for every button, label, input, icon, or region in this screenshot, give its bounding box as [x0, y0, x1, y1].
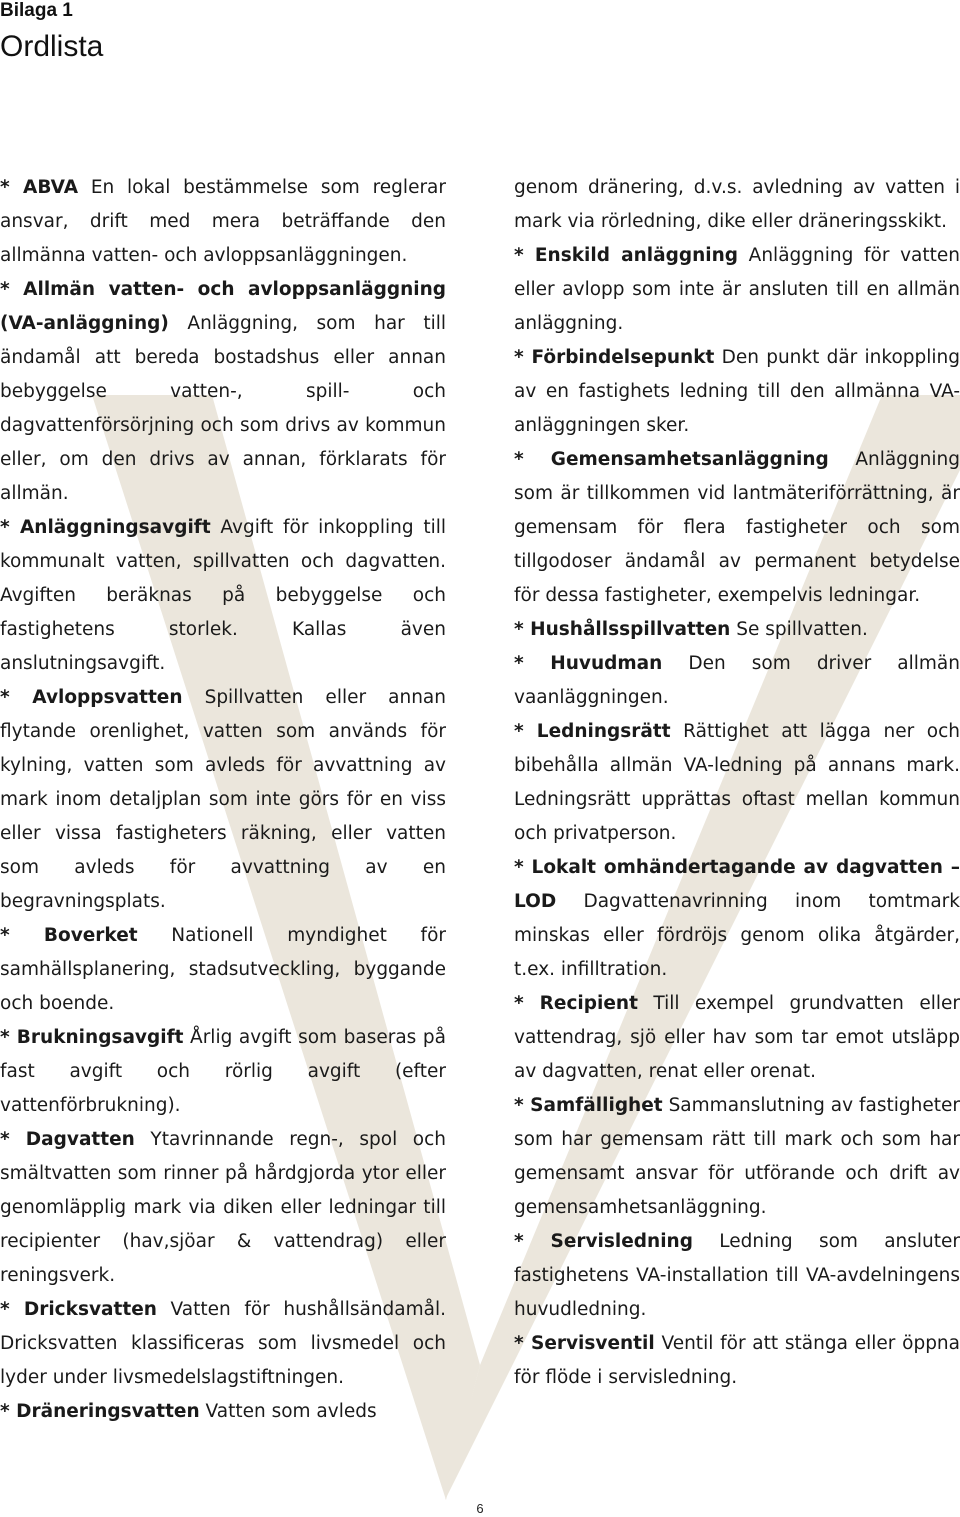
glossary-entry-continuation: [514, 171, 960, 239]
entry-term: * Gemensamhetsanläggning: [514, 449, 829, 470]
glossary-entry: [0, 919, 446, 1021]
glossary-entry: [0, 681, 446, 919]
entry-term: * Servisledning: [514, 1231, 693, 1252]
glossary-entry: [0, 1123, 446, 1293]
entry-definition: Ventil för att stänga eller öppna för flöde i servisledning.: [514, 1333, 960, 1388]
glossary-entry: [514, 443, 960, 613]
entry-term: * Dricksvatten: [0, 1299, 157, 1320]
entry-definition: Nationell myndighet för samhällsplanering, stadsutveckling, byggande och boende.: [0, 925, 446, 1014]
entry-term: * Lokalt omhändertagande av dagvatten – LOD: [514, 857, 960, 912]
entry-term: * Huvudman: [514, 653, 663, 674]
entry-term: * Boverket: [0, 925, 138, 946]
glossary-entry: [0, 273, 446, 511]
glossary-entry: [514, 1225, 960, 1327]
entry-term: * Hushållsspillvatten: [514, 619, 731, 640]
entry-term: * Förbindelsepunkt: [514, 347, 715, 368]
entry-term: * ABVA: [0, 177, 79, 198]
glossary-entry: [514, 647, 960, 715]
entry-term: * Recipient: [514, 993, 638, 1014]
entry-definition: Spillvatten eller annan flytande orenlighet, vatten som används för kylning, vatten som avleds för avvattning av mark inom detaljplan som inte görs för en viss eller vissa fastigheters räkning, eller vatten som avleds för avvattning av en begravningsplats.: [0, 687, 446, 912]
left-column: [0, 171, 446, 1429]
entry-term: * Allmän vatten- och avloppsanläggning (VA-anläggning): [0, 279, 446, 334]
page-number: 6: [476, 1501, 484, 1516]
entry-term: * Dräneringsvatten: [0, 1401, 200, 1422]
entry-term: * Samfällighet: [514, 1095, 663, 1116]
glossary-entry: [0, 1021, 446, 1123]
entry-definition: Den punkt där inkoppling av en fastighets ledning till den allmänna VA-anläggningen sker.: [514, 347, 960, 436]
glossary-entry: [514, 239, 960, 341]
entry-definition: Anläggning för vatten eller avlopp som inte är ansluten till en allmän anläggning.: [514, 245, 960, 334]
entry-definition: Ledning som ansluter fastighetens VA-installation till VA-avdelningens huvudledning.: [514, 1231, 960, 1320]
entry-definition: Till exempel grundvatten eller vattendrag, sjö eller hav som tar emot utsläpp av dagvatten, renat eller orenat.: [514, 993, 960, 1082]
entry-definition: Avgift för inkoppling till kommunalt vatten, spillvatten och dagvatten. Avgiften beräknas på bebyggelse och fastighetens storlek. Kallas även anslutningsavgift.: [0, 517, 447, 674]
glossary-entry: [514, 1327, 960, 1395]
entry-definition: genom dränering, d.v.s. avledning av vatten i mark via rörledning, dike eller dräneringsskikt.: [514, 177, 960, 232]
glossary-entry: [514, 987, 960, 1089]
glossary-entry: [514, 715, 960, 851]
entry-term: * Dagvatten: [0, 1129, 135, 1150]
glossary-entry: [0, 1293, 446, 1395]
entry-definition: Rättighet att lägga ner och bibehålla allmän VA-ledning på annans mark. Ledningsrätt upprättas oftast mellan kommun och privatperson.: [514, 721, 960, 844]
entry-definition: Dagvattenavrinning inom tomtmark minskas eller fördröjs genom olika åtgärder, t.ex. infilltration.: [514, 891, 960, 980]
entry-definition: Den som driver allmän vaanläggningen.: [514, 653, 960, 708]
glossary-entry: [514, 851, 960, 987]
entry-definition: Sammanslutning av fastigheter som har gemensam rätt till mark och som har gemensamt ansvar för utförande och drift av gemensamhetsanläggning.: [514, 1095, 960, 1218]
entry-definition: Anläggning, som har till ändamål att bereda bostadshus eller annan bebyggelse vatten-, spill- och dagvattenförsörjning och som drivs av kommun eller, om den drivs av annan, förklarats för allmän.: [0, 313, 446, 504]
page-title: Ordlista: [0, 30, 104, 63]
entry-definition: Ytavrinnande regn-, spol och smältvatten som rinner på hårdgjorda ytor eller genomläpplig mark via diken eller ledningar till recipienter (hav,sjöar & vattendrag) eller reningsverk.: [0, 1129, 446, 1286]
glossary-entry: [0, 171, 446, 273]
appendix-label: Bilaga 1: [0, 0, 73, 21]
entry-term: * Enskild anläggning: [514, 245, 739, 266]
glossary-entry: [514, 613, 960, 647]
glossary-entry: [0, 1395, 446, 1429]
entry-definition: Se spillvatten.: [730, 619, 868, 640]
entry-term: * Avloppsvatten: [0, 687, 183, 708]
entry-term: * Ledningsrätt: [514, 721, 671, 742]
entry-term: * Servisventil: [514, 1333, 655, 1354]
entry-term: * Anläggningsavgift: [0, 517, 211, 538]
entry-definition: Vatten för hushållsändamål. Dricksvatten klassificeras som livsmedel och lyder under livsmedelslagstiftningen.: [0, 1299, 446, 1388]
entry-definition: Vatten som avleds: [199, 1401, 377, 1422]
glossary-entry: [514, 1089, 960, 1225]
right-column: [514, 171, 960, 1395]
glossary-entry: [0, 511, 446, 681]
entry-definition: En lokal bestämmelse som reglerar ansvar, drift med mera beträffande den allmänna vatten- och avloppsanläggningen.: [0, 177, 446, 266]
glossary-entry: [514, 341, 960, 443]
entry-definition: Anläggning som är tillkommen vid lantmäteriförrättning, är gemensam för flera fastigheter och som tillgodoser ändamål av permanent betydelse för dessa fastigheter, exempelvis ledningar.: [514, 449, 960, 606]
entry-definition: Årlig avgift som baseras på fast avgift och rörlig avgift (efter vattenförbrukning).: [0, 1027, 446, 1116]
entry-term: * Brukningsavgift: [0, 1027, 184, 1048]
